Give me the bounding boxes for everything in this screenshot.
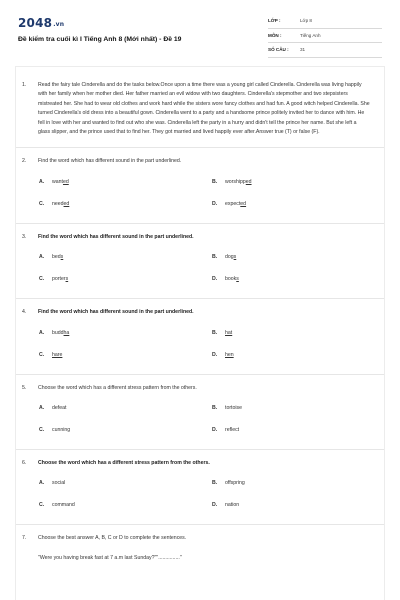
option-a[interactable]: A. wanted (39, 178, 69, 185)
divider (16, 449, 384, 450)
question-number: 1. (22, 82, 27, 88)
question-sentence: "Were you having break fast at 7 a.m last Sunday?""..............." (38, 554, 182, 561)
question-text: Choose the word which has a different stress pattern from the others. (38, 384, 197, 391)
question-5 (16, 384, 384, 393)
option-a[interactable]: A. buddha (39, 329, 70, 336)
option-a[interactable]: A. social (39, 480, 66, 487)
divider (16, 298, 384, 299)
option-b[interactable]: B. offspring (212, 480, 245, 487)
question-number: 2. (22, 158, 27, 165)
exam-meta-table (268, 14, 382, 58)
question-text: Read the fairy tale Cinderella and do the tasks below.Once upon a time there was a young girl called Cinderella. Cinderella was living happily with her family when her mother died. Her father married an evil widow with two daughters. Cinderella's stepmother and two stepsisters mistreated her. She had to wear old clothes and work hard while the sisters wore fancy clothes and had fun. A good witch helped Cinderella. She turned Cinderella's old dress into a beautiful gown. Cinderella went to a party and a handsome prince politely invited her to dance with him. He fell in love with her and wanted to find out who she was. Cinderella left the party in a hurry and didn't tell the prince her name. But she left a glass slipper, and the prince used that to find her. They got married and lived happily ever after.Answer true (T) or false (F). (38, 82, 370, 136)
logo-text: 2048 (18, 16, 53, 30)
option-c[interactable]: C. cunning (39, 427, 71, 434)
meta-value: 31 (300, 47, 306, 53)
divider (16, 374, 384, 375)
answer-options (16, 405, 384, 439)
question-4 (16, 308, 384, 317)
option-b[interactable]: B. tortoise (212, 405, 243, 412)
meta-value: Tiếng Anh (300, 32, 321, 38)
question-number: 6. (22, 460, 27, 467)
meta-row-subject (268, 29, 382, 44)
meta-key: LỚP : (268, 18, 281, 24)
question-text: Find the word which has different sound in the part underlined. (38, 233, 194, 240)
question-text: Choose the best answer A, B, C or D to complete the sentences. (38, 535, 187, 542)
meta-row-question-count (268, 43, 382, 58)
question-2 (16, 157, 384, 166)
option-d[interactable]: D. expected (212, 200, 247, 207)
option-c[interactable]: C. porters (39, 276, 69, 283)
divider (16, 147, 384, 148)
option-a[interactable]: A. beds (39, 254, 64, 261)
divider (16, 223, 384, 224)
question-7 (16, 534, 384, 543)
logo-tld: .vn (53, 21, 65, 28)
questions-panel (15, 66, 385, 600)
question-number: 7. (22, 535, 27, 542)
question-3 (16, 233, 384, 242)
question-text: Find the word which has different sound in the part underlined. (38, 309, 194, 316)
option-b[interactable]: B. hat (212, 329, 233, 336)
answer-options (16, 480, 384, 514)
option-d[interactable]: D. books (212, 276, 239, 283)
option-c[interactable]: C. command (39, 502, 75, 509)
option-c[interactable]: C. hare (39, 351, 63, 358)
option-c[interactable]: C. needed (39, 200, 70, 207)
site-logo[interactable] (18, 16, 64, 30)
divider (16, 524, 384, 525)
option-d[interactable]: D. nation (212, 502, 240, 509)
answer-options (16, 330, 384, 364)
question-text: Find the word which has different sound in the part underlined. (38, 158, 182, 165)
meta-key: SỐ CÂU : (268, 47, 289, 53)
answer-options (16, 254, 384, 288)
page-header (18, 14, 382, 62)
question-6 (16, 459, 384, 468)
option-a[interactable]: A. defeat (39, 405, 67, 412)
option-d[interactable]: D. hen (212, 351, 234, 358)
option-b[interactable]: B. worshipped (212, 178, 252, 185)
question-text: Choose the word which has a different stress pattern from the others. (38, 460, 210, 467)
meta-row-class (268, 14, 382, 29)
question-1 (16, 81, 384, 137)
answer-options (16, 179, 384, 213)
meta-key: MÔN : (268, 32, 282, 38)
question-number: 3. (22, 233, 27, 240)
option-d[interactable]: D. reflect (212, 427, 240, 434)
question-number: 4. (22, 309, 27, 316)
option-b[interactable]: B. dogs (212, 254, 237, 261)
meta-value: Lớp 8 (300, 18, 312, 24)
question-number: 5. (22, 384, 27, 391)
exam-title: Đề kiểm tra cuối kì I Tiếng Anh 8 (Mới nhất) - Đề 19 (18, 36, 182, 43)
